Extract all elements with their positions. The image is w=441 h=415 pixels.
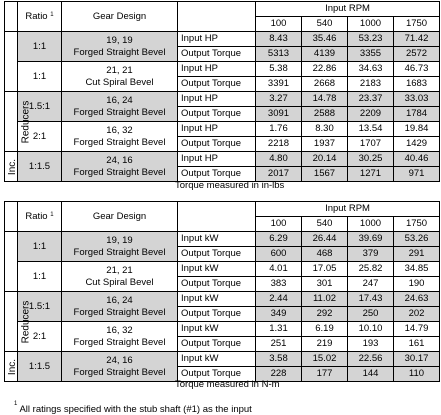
measure-label: Output Torque	[178, 107, 256, 122]
value-cell: 202	[394, 307, 440, 322]
rating-table-metric	[4, 201, 440, 382]
value-cell: 600	[256, 247, 302, 262]
value-cell: 228	[256, 367, 302, 382]
value-cell: 6.19	[302, 322, 348, 337]
ratio-cell: 1:1	[18, 32, 62, 62]
rpm-100-header: 100	[256, 17, 302, 32]
value-cell: 161	[394, 337, 440, 352]
value-cell: 1784	[394, 107, 440, 122]
value-cell: 1271	[348, 167, 394, 182]
value-cell: 3.27	[256, 92, 302, 107]
ratio-cell: 1:1	[18, 262, 62, 292]
value-cell: 17.43	[348, 292, 394, 307]
value-cell: 5313	[256, 47, 302, 62]
value-cell: 14.78	[302, 92, 348, 107]
value-cell: 40.46	[394, 152, 440, 167]
value-cell: 34.63	[348, 62, 394, 77]
value-cell: 2.44	[256, 292, 302, 307]
value-cell: 1.31	[256, 322, 302, 337]
measure-label: Input kW	[178, 322, 256, 337]
value-cell: 1567	[302, 167, 348, 182]
ratio-cell: 1.5:1	[18, 292, 62, 322]
ratio-cell: 2:1	[18, 122, 62, 152]
measure-label: Input HP	[178, 152, 256, 167]
measure-label: Output Torque	[178, 367, 256, 382]
value-cell: 20.14	[302, 152, 348, 167]
table-row	[5, 62, 440, 77]
measure-label: Output Torque	[178, 307, 256, 322]
value-cell: 17.05	[302, 262, 348, 277]
value-cell: 30.25	[348, 152, 394, 167]
gear-design-header: Gear Design	[62, 2, 178, 32]
value-cell: 251	[256, 337, 302, 352]
value-cell: 34.85	[394, 262, 440, 277]
measure-label: Input kW	[178, 262, 256, 277]
measure-label: Input kW	[178, 232, 256, 247]
table-row	[5, 262, 440, 277]
value-cell: 3391	[256, 77, 302, 92]
table-row	[5, 352, 440, 367]
ratio-cell: 1:1	[18, 232, 62, 262]
footnote	[14, 401, 252, 415]
ratio-cell: 1:1	[18, 62, 62, 92]
value-cell: 383	[256, 277, 302, 292]
value-cell: 2588	[302, 107, 348, 122]
value-cell: 3355	[348, 47, 394, 62]
value-cell: 6.29	[256, 232, 302, 247]
value-cell: 11.02	[302, 292, 348, 307]
input-rpm-header: Input RPM	[256, 2, 440, 17]
value-cell: 110	[394, 367, 440, 382]
value-cell: 2572	[394, 47, 440, 62]
table-row	[5, 92, 440, 107]
rpm-540-header: 540	[302, 17, 348, 32]
value-cell: 144	[348, 367, 394, 382]
ratio-header: Ratio $^1$	[18, 2, 62, 32]
corner-cell	[5, 2, 18, 32]
value-cell: 193	[348, 337, 394, 352]
value-cell: 53.23	[348, 32, 394, 47]
value-cell: 2218	[256, 137, 302, 152]
gear-design-cell: 19, 19 Forged Straight Bevel	[62, 232, 178, 262]
ratio-header: Ratio $^1$	[18, 202, 62, 232]
value-cell: 2017	[256, 167, 302, 182]
group-label-increaser: Inc.	[5, 352, 18, 382]
measure-header	[178, 2, 256, 32]
measure-label: Input HP	[178, 32, 256, 47]
ratio-cell: 1.5:1	[18, 92, 62, 122]
measure-label: Input HP	[178, 122, 256, 137]
value-cell: 1429	[394, 137, 440, 152]
value-cell: 2209	[348, 107, 394, 122]
value-cell: 22.56	[348, 352, 394, 367]
value-cell: 71.42	[394, 32, 440, 47]
value-cell: 25.82	[348, 262, 394, 277]
table-row	[5, 32, 440, 47]
value-cell: 4139	[302, 47, 348, 62]
value-cell: 250	[348, 307, 394, 322]
rating-block-imperial	[4, 1, 440, 182]
value-cell: 24.63	[394, 292, 440, 307]
group-spacer	[5, 232, 18, 292]
gear-design-cell: 16, 32 Forged Straight Bevel	[62, 122, 178, 152]
value-cell: 10.10	[348, 322, 394, 337]
ratio-cell: 1:1.5	[18, 352, 62, 382]
input-rpm-header: Input RPM	[256, 202, 440, 217]
value-cell: 4.80	[256, 152, 302, 167]
value-cell: 8.43	[256, 32, 302, 47]
group-label-increaser: Inc.	[5, 152, 18, 182]
value-cell: 5.38	[256, 62, 302, 77]
value-cell: 1.76	[256, 122, 302, 137]
value-cell: 8.30	[302, 122, 348, 137]
measure-label: Output Torque	[178, 137, 256, 152]
rpm-540-header: 540	[302, 217, 348, 232]
rpm-100-header: 100	[256, 217, 302, 232]
rating-block-metric	[4, 201, 440, 382]
value-cell: 379	[348, 247, 394, 262]
measure-label: Input HP	[178, 62, 256, 77]
value-cell: 30.17	[394, 352, 440, 367]
value-cell: 177	[302, 367, 348, 382]
value-cell: 1683	[394, 77, 440, 92]
value-cell: 35.46	[302, 32, 348, 47]
measure-label: Output Torque	[178, 77, 256, 92]
group-spacer	[5, 32, 18, 92]
value-cell: 3091	[256, 107, 302, 122]
gear-design-cell: 19, 19 Forged Straight Bevel	[62, 32, 178, 62]
value-cell: 3.58	[256, 352, 302, 367]
group-label-reducers: Reducers	[5, 92, 18, 152]
value-cell: 291	[394, 247, 440, 262]
table-row	[5, 232, 440, 247]
measure-label: Input kW	[178, 292, 256, 307]
value-cell: 19.84	[394, 122, 440, 137]
gear-design-cell: 16, 32 Forged Straight Bevel	[62, 322, 178, 352]
value-cell: 23.37	[348, 92, 394, 107]
value-cell: 301	[302, 277, 348, 292]
value-cell: 26.44	[302, 232, 348, 247]
value-cell: 1707	[348, 137, 394, 152]
footnote-text: All ratings specified with the stub shaft (#1) as the input	[19, 404, 252, 415]
value-cell: 219	[302, 337, 348, 352]
torque-unit-note-imperial: Torque measured in in-lbs	[175, 180, 285, 191]
value-cell: 22.86	[302, 62, 348, 77]
value-cell: 15.02	[302, 352, 348, 367]
measure-label: Output Torque	[178, 277, 256, 292]
value-cell: 468	[302, 247, 348, 262]
group-label-reducers: Reducers	[5, 292, 18, 352]
torque-unit-note-metric: Torque measured in N-m	[175, 379, 280, 390]
table-row	[5, 122, 440, 137]
measure-label: Output Torque	[178, 47, 256, 62]
table-row	[5, 152, 440, 167]
gear-design-cell: 24, 16 Forged Straight Bevel	[62, 152, 178, 182]
rpm-1750-header: 1750	[394, 217, 440, 232]
measure-label: Output Torque	[178, 247, 256, 262]
corner-cell	[5, 202, 18, 232]
gear-design-cell: 21, 21 Cut Spiral Bevel	[62, 62, 178, 92]
measure-label: Input kW	[178, 352, 256, 367]
value-cell: 349	[256, 307, 302, 322]
value-cell: 1937	[302, 137, 348, 152]
rpm-1000-header: 1000	[348, 217, 394, 232]
value-cell: 33.03	[394, 92, 440, 107]
value-cell: 14.79	[394, 322, 440, 337]
ratio-cell: 2:1	[18, 322, 62, 352]
rpm-1000-header: 1000	[348, 17, 394, 32]
rpm-1750-header: 1750	[394, 17, 440, 32]
value-cell: 13.54	[348, 122, 394, 137]
value-cell: 292	[302, 307, 348, 322]
value-cell: 4.01	[256, 262, 302, 277]
value-cell: 247	[348, 277, 394, 292]
gear-design-cell: 16, 24 Forged Straight Bevel	[62, 92, 178, 122]
value-cell: 46.73	[394, 62, 440, 77]
footnote-marker: 1	[14, 401, 18, 407]
value-cell: 2668	[302, 77, 348, 92]
measure-label: Output Torque	[178, 337, 256, 352]
value-cell: 39.69	[348, 232, 394, 247]
value-cell: 971	[394, 167, 440, 182]
gear-design-cell: 24, 16 Forged Straight Bevel	[62, 352, 178, 382]
gear-design-cell: 16, 24 Forged Straight Bevel	[62, 292, 178, 322]
measure-label: Output Torque	[178, 167, 256, 182]
gear-design-header: Gear Design	[62, 202, 178, 232]
rating-table-imperial	[4, 1, 440, 182]
table-row	[5, 322, 440, 337]
measure-header	[178, 202, 256, 232]
value-cell: 2183	[348, 77, 394, 92]
measure-label: Input HP	[178, 92, 256, 107]
gear-design-cell: 21, 21 Cut Spiral Bevel	[62, 262, 178, 292]
table-row	[5, 292, 440, 307]
value-cell: 190	[394, 277, 440, 292]
value-cell: 53.26	[394, 232, 440, 247]
ratio-cell: 1:1.5	[18, 152, 62, 182]
